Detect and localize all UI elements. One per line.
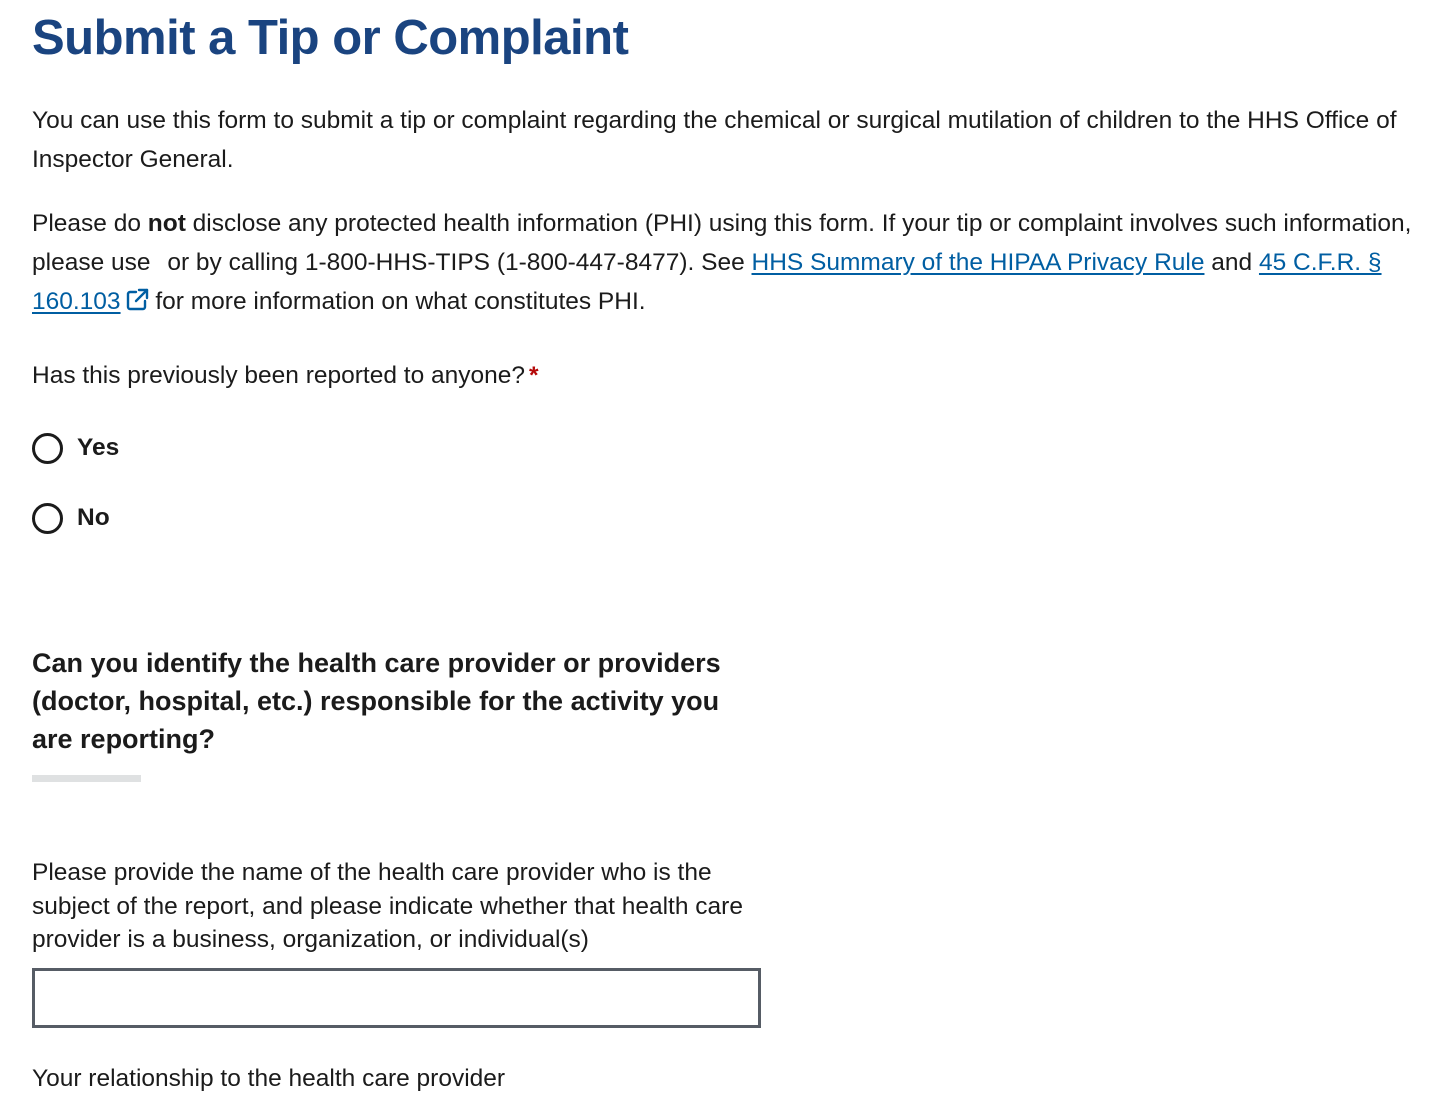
provider-name-input[interactable]	[32, 968, 761, 1028]
phi-notice-part2: disclose any protected health information (PHI) using this form. If your tip or complaint involves such information, please use	[32, 210, 1412, 276]
intro-text: You can use this form to submit a tip or complaint regarding the chemical or surgical mutilation of children to the HHS Office of Inspector General.	[32, 107, 1397, 173]
external-link-icon	[125, 288, 149, 312]
phi-notice-part3: or by calling 1-800-HHS-TIPS (1-800-447-8477). See	[167, 249, 752, 276]
radio-no-label[interactable]: No	[77, 504, 110, 531]
phi-notice-part1: Please do	[32, 210, 148, 237]
page-title: Submit a Tip or Complaint	[32, 11, 629, 65]
provider-section-heading: Can you identify the health care provider or providers (doctor, hospital, etc.) responsible for the activity you are reporting?	[32, 648, 721, 754]
radio-yes-circle[interactable]	[32, 433, 63, 464]
required-asterisk: *	[529, 362, 539, 389]
phi-notice-emphasis: not	[147, 210, 186, 237]
radio-option-no[interactable]	[32, 500, 110, 536]
radio-yes-label[interactable]: Yes	[77, 434, 120, 461]
radio-option-yes[interactable]	[32, 430, 119, 466]
phi-notice	[32, 204, 1422, 321]
section-divider	[32, 775, 141, 782]
previously-reported-question	[32, 356, 539, 395]
provider-name-label: Please provide the name of the health care provider who is the subject of the report, and please indicate whether that health care provider is a business, organization, or individual(s)	[32, 859, 743, 953]
hipaa-summary-link[interactable]: HHS Summary of the HIPAA Privacy Rule	[751, 249, 1205, 276]
relationship-label: Your relationship to the health care provider	[32, 1065, 506, 1092]
phi-notice-part4: for more information on what constitutes PHI.	[148, 288, 646, 315]
phi-notice-conjunction: and	[1204, 249, 1259, 276]
question-label-text: Has this previously been reported to anyone?	[32, 362, 526, 389]
radio-no-circle[interactable]	[32, 503, 63, 534]
cfr-link-label: 45 C.F.R. § 160.103	[32, 249, 1382, 315]
